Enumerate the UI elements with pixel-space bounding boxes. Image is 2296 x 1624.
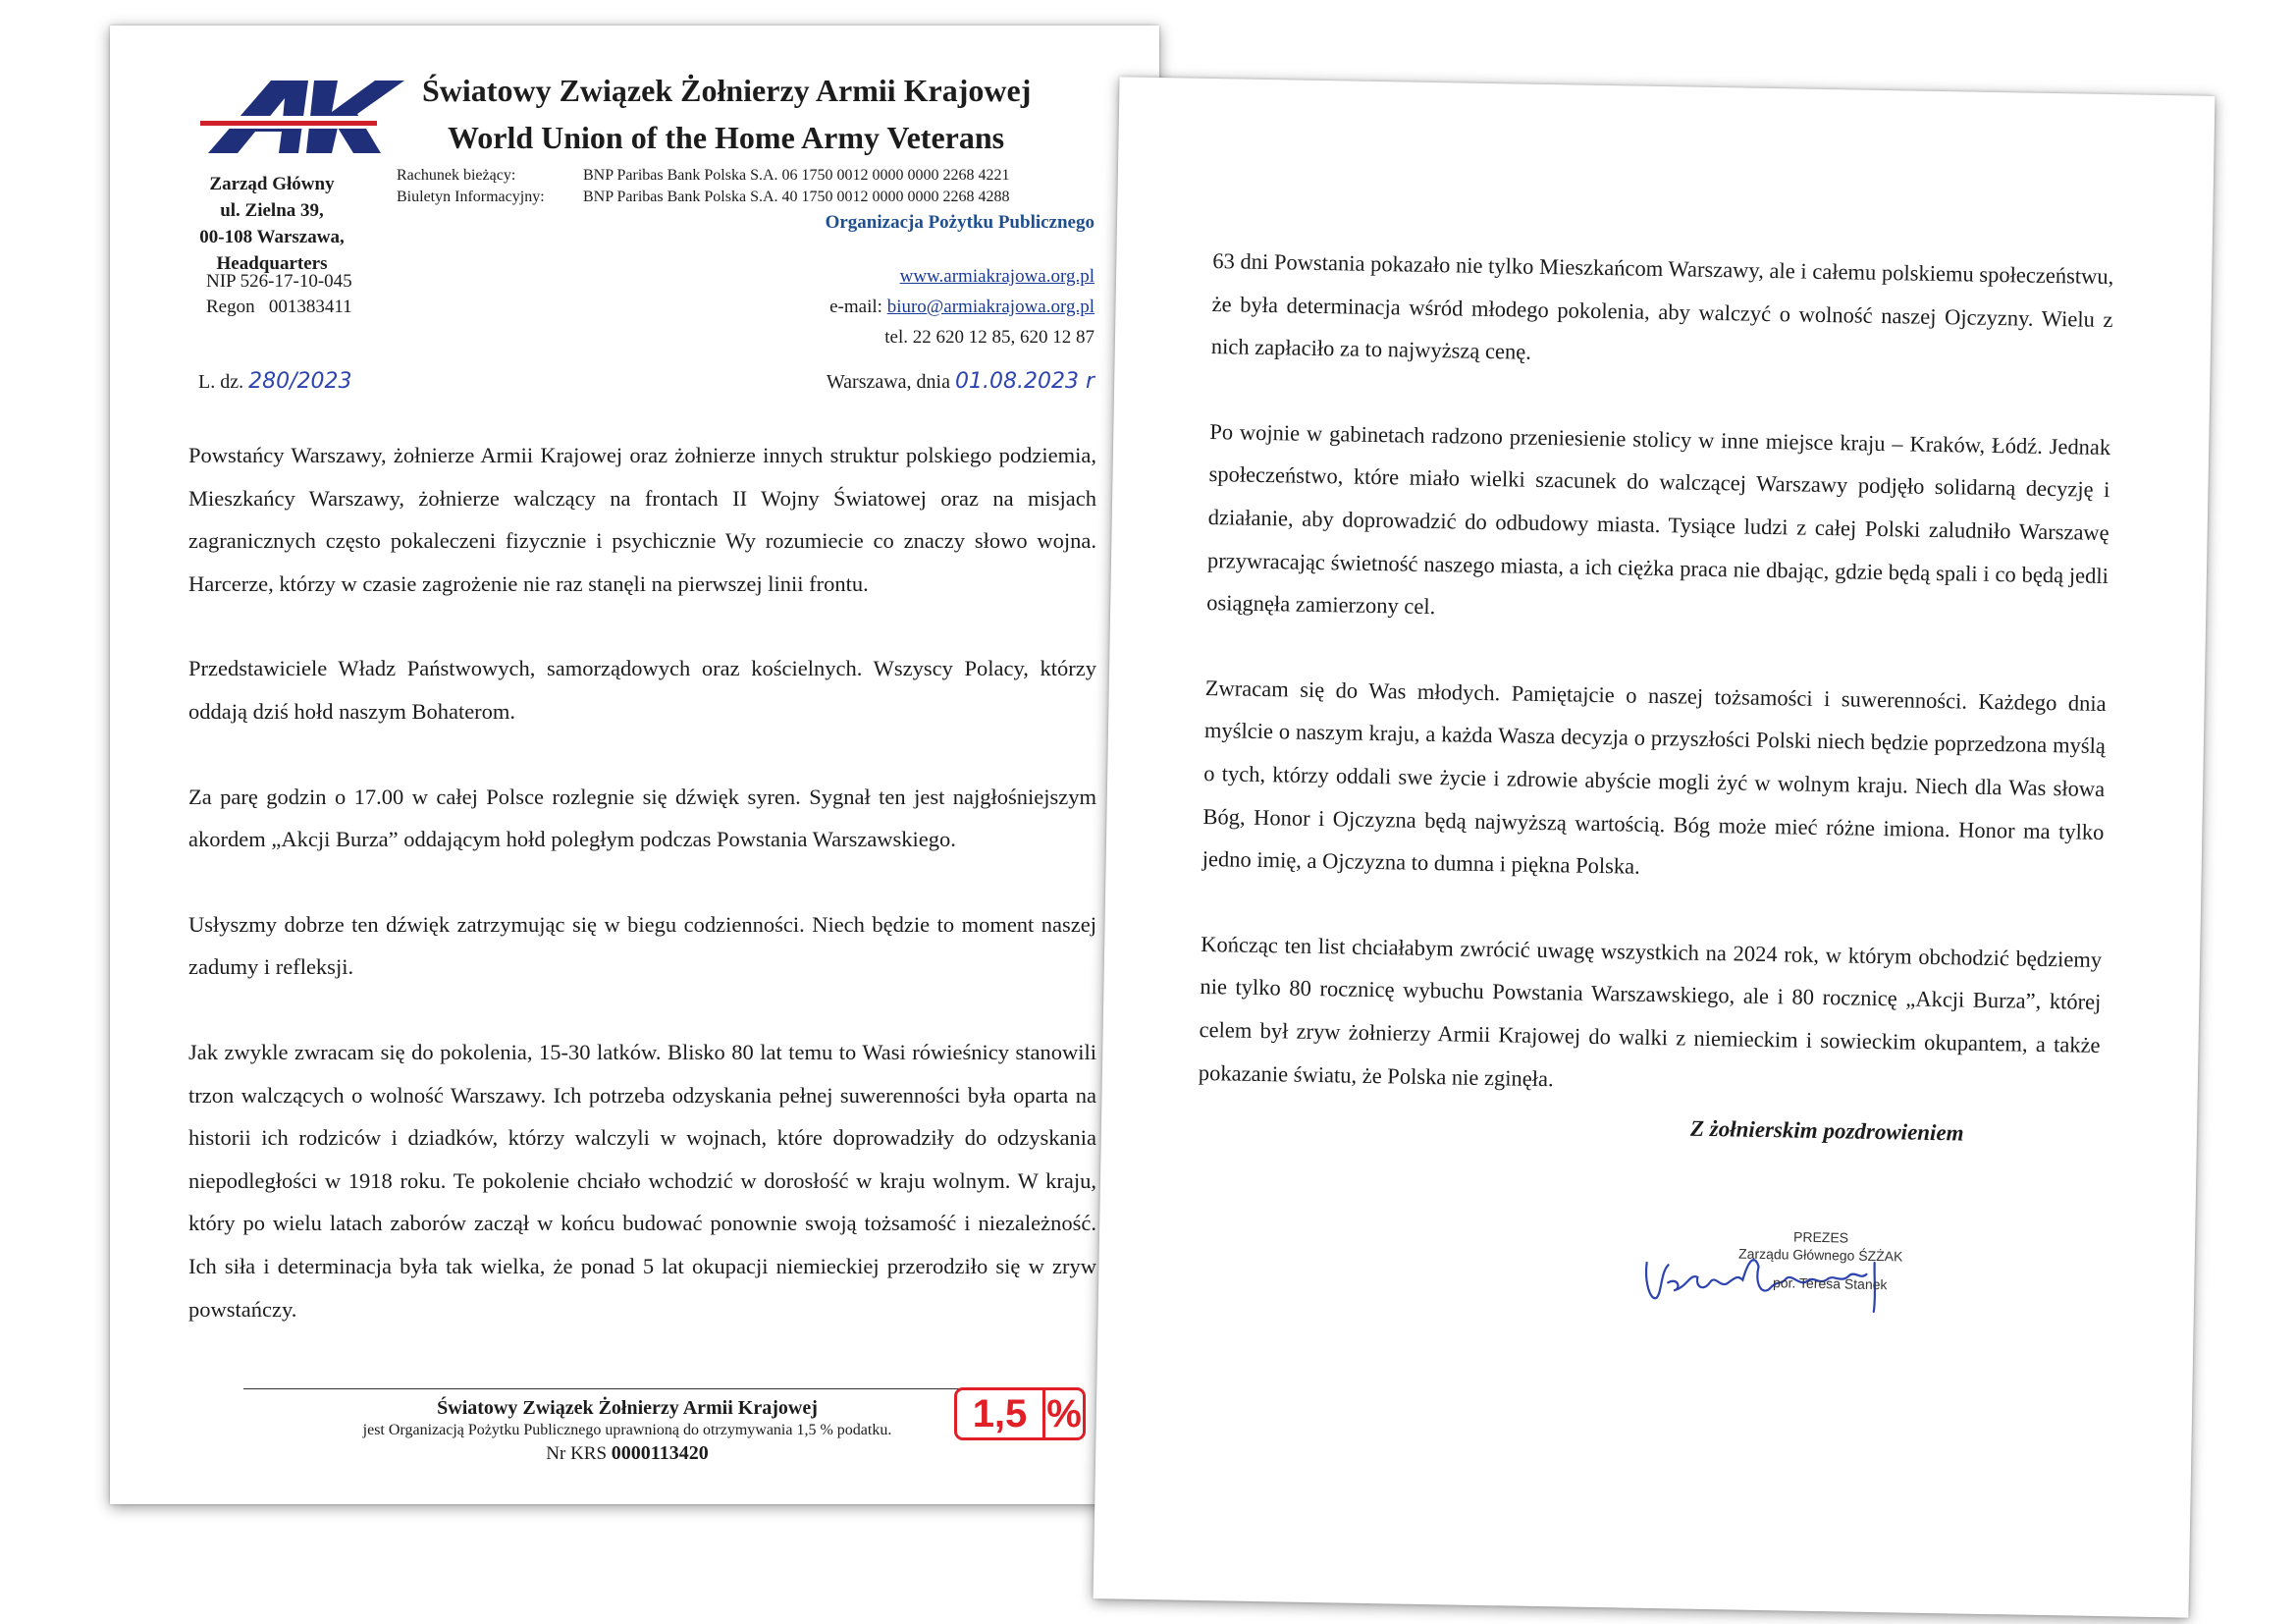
bank-accounts: [397, 165, 1010, 208]
closing-salutation: Z żołnierskim pozdrowieniem: [1689, 1115, 1964, 1146]
tax-percent-badge: [954, 1387, 1086, 1440]
email-label: e-mail:: [829, 297, 887, 317]
hq-line: Headquarters: [216, 253, 328, 274]
account-label: Biuletyn Informacyjny:: [397, 189, 545, 205]
footer-divider: [243, 1388, 1011, 1389]
footer-org: Światowy Związek Żołnierzy Armii Krajowej: [437, 1397, 818, 1419]
krs-number: 0000113420: [611, 1442, 709, 1464]
account-row: [397, 187, 1010, 208]
account-row: [397, 165, 1010, 187]
letter-body-page-1: [188, 434, 1096, 1373]
paragraph: Przedstawiciele Władz Państwowych, samorządowych oraz kościelnych. Wszyscy Polacy, którzy oddają dziś hołd naszym Bohaterom.: [188, 656, 1096, 724]
krs-label: Nr KRS: [546, 1443, 612, 1464]
website-link[interactable]: www.armiakrajowa.org.pl: [899, 266, 1095, 287]
ref-label: L. dz.: [198, 371, 249, 393]
letter-page-1: [110, 26, 1159, 1504]
badge-percent: %: [1046, 1391, 1082, 1435]
phone: tel. 22 620 12 85, 620 12 87: [884, 327, 1095, 348]
signer-title: PREZES: [1792, 1228, 1849, 1246]
account-label: Rachunek bieżący:: [397, 167, 516, 184]
paragraph: Powstańcy Warszawy, żołnierze Armii Krajowej oraz żołnierze innych struktur polskiego podziemia, Mieszkańcy Warszawy, żołnierze walczący na frontach II Wojny Światowej oraz na misjach zagranicznych często pokaleczeni fizycznie i psychicznie Wy rozumiecie co znaczy słowo wojna. Harcerze, którzy w czasie zagrożenie nie raz stanęli na pierwszej linii frontu.: [188, 443, 1096, 596]
headquarters-address: [169, 171, 375, 277]
date-handwritten: 01.08.2023 r: [954, 369, 1095, 394]
letter-date: [827, 369, 1095, 394]
opp-label: Organizacja Pożytku Publicznego: [825, 212, 1095, 233]
ak-logo: [200, 77, 406, 157]
footer-text: jest Organizacją Pożytku Publicznego uprawnioną do otrzymywania 1,5 % podatku.: [362, 1422, 892, 1438]
letter-body-page-2: [1198, 240, 2114, 1152]
org-name-en: World Union of the Home Army Veterans: [448, 120, 1005, 155]
ref-handwritten: 280/2023: [248, 369, 352, 394]
signer-name: por. Teresa Stanek: [1772, 1274, 1888, 1293]
account-value: BNP Paribas Bank Polska S.A. 06 1750 0012 0000 0000 2268 4221: [583, 167, 1010, 184]
hq-line: 00-108 Warszawa,: [199, 227, 345, 247]
paragraph: 63 dni Powstania pokazało nie tylko Mieszkańcom Warszawy, ale i całemu polskiemu społeczeństwu, że była determinacja wśród młodego pokolenia, aby walczyć o wolność naszej Ojczyzny. Wielu z nich zapłaciło za to najwyższą cenę.: [1210, 248, 2114, 364]
org-name-pl: Światowy Związek Żołnierzy Armii Krajowej: [422, 73, 1032, 108]
letter-page-2: [1094, 77, 2216, 1617]
signer-org: Zarządu Głównego ŚZŻAK: [1737, 1245, 1903, 1265]
reference-number: [198, 369, 352, 394]
letter-footer: [243, 1396, 1011, 1466]
nip: NIP 526-17-10-045: [206, 271, 352, 292]
contact-block: [829, 261, 1095, 352]
paragraph: Jak zwykle zwracam się do pokolenia, 15-30 latków. Blisko 80 lat temu to Wasi rówieśnicy stanowili trzon walczących o wolność Warszawy. Ich potrzeba odzyskania pełnej suwerenności była oparta na historii ich rodziców i dziadków, którzy walczyli w wojnach, które doprowadziły do odzyskania niepodległości w 1918 roku. Te pokolenie chciało wchodzić w dorosłość w kraju wolnym. W kraju, który po wielu latach zaborów zaczął w końcu budować ponownie swoją tożsamość i niezależność. Ich siła i determinacja była tak wielka, że ponad 5 lat okupacji niemieckiej przerodziło się w zryw powstańczy.: [188, 1039, 1096, 1322]
paragraph: Kończąc ten list chciałabym zwrócić uwagę wszystkich na 2024 rok, w którym obchodzić będziemy nie tylko 80 rocznicę wybuchu Powstania Warszawskiego, ale i 80 rocznicę „Akcji Burza”, której celem był zryw żołnierzy Armii Krajowej do walki z niemieckim i sowieckim okupantem, a także pokazanie światu, że Polska nie zginęła.: [1198, 931, 2103, 1091]
hq-line: ul. Zielna 39,: [220, 200, 324, 221]
paragraph: Zwracam się do Was młodych. Pamiętajcie o naszej tożsamości i suwerenności. Każdego dnia myślcie o naszym kraju, a każda Wasza decyzja o przyszłości Polski niech będzie poprzedzona myślą o tych, którzy oddali swe życie i zdrowie abyście mogli żyć w wolnym kraju. Niech dla Was słowa Bóg, Honor i Ojczyzna będą najwyższą wartością. Bóg może mieć różne imiona. Honor ma tylko jedno imię, a Ojczyzna to dumna i piękna Polska.: [1201, 675, 2107, 879]
org-identifiers: [206, 269, 352, 320]
paragraph: Usłyszmy dobrze ten dźwięk zatrzymując się w biegu codzienności. Niech będzie to moment naszej zadumy i refleksji.: [188, 911, 1096, 980]
footer-krs: [243, 1441, 1011, 1466]
email-link[interactable]: biuro@armiakrajowa.org.pl: [886, 297, 1095, 317]
paragraph: Za parę godzin o 17.00 w całej Polsce rozlegnie się dźwięk syren. Sygnał ten jest najgłośniejszym akordem „Akcji Burza” oddającym hołd poległym podczas Powstania Warszawskiego.: [188, 784, 1096, 852]
date-label: Warszawa, dnia: [826, 371, 955, 393]
account-value: BNP Paribas Bank Polska S.A. 40 1750 0012 0000 0000 2268 4288: [583, 189, 1010, 205]
paragraph: Po wojnie w gabinetach radzono przeniesienie stolicy w inne miejsce kraju – Kraków, Łódź. Jednak społeczeństwo, które miało wielki szacunek do walczącej Warszawy podjęło solidarną decyzję i działanie, aby doprowadzić do odbudowy miasta. Tysiące ludzi z całej Polski zaludniło Warszawę przywracając świetność naszego miasta, a ich ciężka praca nie dbając, gdzie będą spali i co będą jedli osiągnęła zamierzony cel.: [1206, 418, 2111, 620]
badge-number: 1,5: [972, 1391, 1028, 1435]
regon: Regon 001383411: [206, 297, 352, 317]
hq-line: Zarząd Główny: [209, 174, 335, 194]
